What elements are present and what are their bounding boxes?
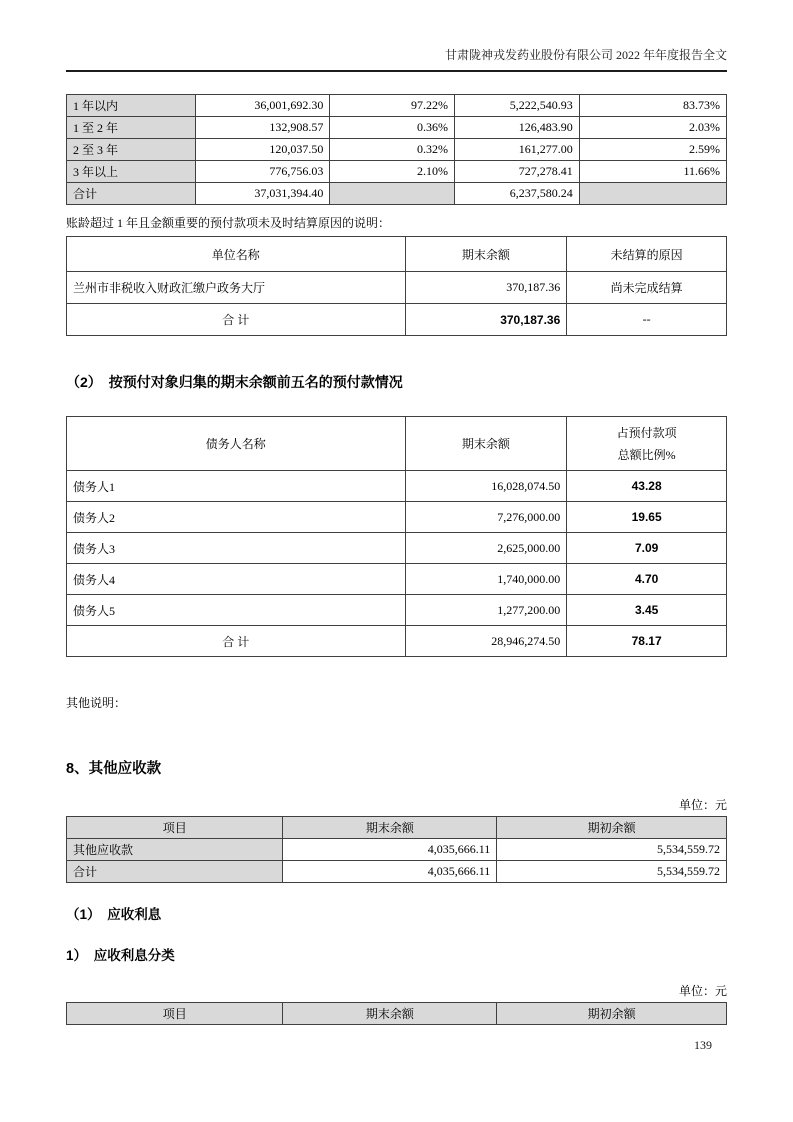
aging-pct: 2.10% (330, 161, 455, 183)
aging-table (66, 94, 727, 205)
table-total-row (67, 183, 727, 205)
unit-label: 单位：元 (678, 984, 727, 998)
aging-pct-2: 2.03% (579, 117, 726, 139)
aging-pct: 97.22% (330, 95, 455, 117)
debtor-balance: 7,276,000.00 (405, 502, 567, 533)
section-heading-other-receivables: 8、其他应收款 (66, 761, 162, 777)
aging-amount: 36,001,692.30 (195, 95, 330, 117)
aging-pct-2: 2.59% (579, 139, 726, 161)
aging-pct: 0.32% (330, 139, 455, 161)
reason: 尚未完成结算 (567, 272, 727, 304)
debtor-name: 债务人3 (67, 533, 406, 564)
aging-total-label: 合计 (67, 183, 196, 205)
col-header-pct-of-total (567, 417, 727, 471)
col-header-debtor-name: 债务人名称 (67, 417, 406, 471)
interest-table (66, 1002, 727, 1025)
aging-amount: 776,756.03 (195, 161, 330, 183)
section-heading-prepayment-top5: （2） 按预付对象归集的期末余额前五名的预付款情况 (66, 374, 403, 390)
other-receivables-table (66, 816, 727, 883)
page-content (66, 0, 727, 1025)
aging-note-text: 账龄超过 1 年且金额重要的预付款项未及时结算原因的说明： (66, 216, 391, 230)
aging-amount: 120,037.50 (195, 139, 330, 161)
table-total-row (67, 861, 727, 883)
total-reason: -- (567, 304, 727, 336)
page-number: 139 (694, 1038, 712, 1052)
table-total-row (67, 626, 727, 657)
table-row (67, 533, 727, 564)
total-amount: 370,187.36 (405, 304, 567, 336)
table-row (67, 139, 727, 161)
aging-pct-2: 83.73% (579, 95, 726, 117)
col-header-item: 项目 (67, 817, 283, 839)
col-header-ending-balance: 期末余额 (405, 237, 567, 272)
table-row (67, 272, 727, 304)
ending-balance: 4,035,666.11 (283, 839, 497, 861)
total-label: 合 计 (67, 626, 406, 657)
aging-label: 3 年以上 (67, 161, 196, 183)
col-header-reason: 未结算的原因 (567, 237, 727, 272)
total-pct: 78.17 (567, 626, 727, 657)
table-header-row (67, 417, 727, 471)
table-row (67, 564, 727, 595)
total-amount: 28,946,274.50 (405, 626, 567, 657)
table-header-row (67, 817, 727, 839)
col-header-item: 项目 (67, 1003, 283, 1025)
col-header-unit-name: 单位名称 (67, 237, 406, 272)
unit-name: 兰州市非税收入财政汇缴户政务大厅 (67, 272, 406, 304)
total-label: 合 计 (67, 304, 406, 336)
report-header-title: 甘肃陇神戎发药业股份有限公司 2022 年年度报告全文 (66, 46, 727, 72)
debtor-balance: 1,277,200.00 (405, 595, 567, 626)
col-header-ending-balance: 期末余额 (283, 1003, 497, 1025)
aging-pct: 0.36% (330, 117, 455, 139)
aging-label: 1 年以内 (67, 95, 196, 117)
aging-total-amount-2: 6,237,580.24 (455, 183, 580, 205)
col-header-pct-line2: 总额比例% (617, 447, 676, 462)
aging-label: 1 至 2 年 (67, 117, 196, 139)
debtor-pct: 43.28 (567, 471, 727, 502)
aging-label: 2 至 3 年 (67, 139, 196, 161)
aging-amount-2: 126,483.90 (455, 117, 580, 139)
debtor-pct: 3.45 (567, 595, 727, 626)
beginning-balance: 5,534,559.72 (497, 839, 727, 861)
table-row (67, 502, 727, 533)
top5-table (66, 416, 727, 657)
col-header-pct-line1: 占预付款项 (616, 425, 677, 440)
table-row (67, 161, 727, 183)
table-header-row (67, 237, 727, 272)
item-label: 其他应收款 (67, 839, 283, 861)
aging-total-pct-2 (579, 183, 726, 205)
debtor-balance: 1,740,000.00 (405, 564, 567, 595)
unsettled-table (66, 236, 727, 336)
total-ending-balance: 4,035,666.11 (283, 861, 497, 883)
debtor-pct: 4.70 (567, 564, 727, 595)
aging-amount-2: 727,278.41 (455, 161, 580, 183)
table-row (67, 471, 727, 502)
unit-label: 单位：元 (678, 798, 727, 812)
ending-balance: 370,187.36 (405, 272, 567, 304)
debtor-balance: 2,625,000.00 (405, 533, 567, 564)
table-row (67, 95, 727, 117)
table-row (67, 117, 727, 139)
table-total-row (67, 304, 727, 336)
aging-pct-2: 11.66% (579, 161, 726, 183)
debtor-name: 债务人1 (67, 471, 406, 502)
other-note-text: 其他说明： (66, 696, 127, 710)
aging-amount: 132,908.57 (195, 117, 330, 139)
aging-total-amount: 37,031,394.40 (195, 183, 330, 205)
debtor-name: 债务人2 (67, 502, 406, 533)
col-header-ending-balance: 期末余额 (283, 817, 497, 839)
section-heading-interest-classification: 1） 应收利息分类 (66, 948, 175, 963)
total-beginning-balance: 5,534,559.72 (497, 861, 727, 883)
aging-amount-2: 5,222,540.93 (455, 95, 580, 117)
table-row (67, 839, 727, 861)
col-header-beginning-balance: 期初余额 (497, 817, 727, 839)
col-header-ending-balance: 期末余额 (405, 417, 567, 471)
table-header-row (67, 1003, 727, 1025)
debtor-pct: 7.09 (567, 533, 727, 564)
debtor-name: 债务人4 (67, 564, 406, 595)
debtor-balance: 16,028,074.50 (405, 471, 567, 502)
col-header-beginning-balance: 期初余额 (497, 1003, 727, 1025)
aging-amount-2: 161,277.00 (455, 139, 580, 161)
debtor-name: 债务人5 (67, 595, 406, 626)
debtor-pct: 19.65 (567, 502, 727, 533)
aging-total-pct (330, 183, 455, 205)
table-row (67, 595, 727, 626)
section-heading-interest-receivable: （1） 应收利息 (66, 907, 162, 922)
total-label: 合计 (67, 861, 283, 883)
